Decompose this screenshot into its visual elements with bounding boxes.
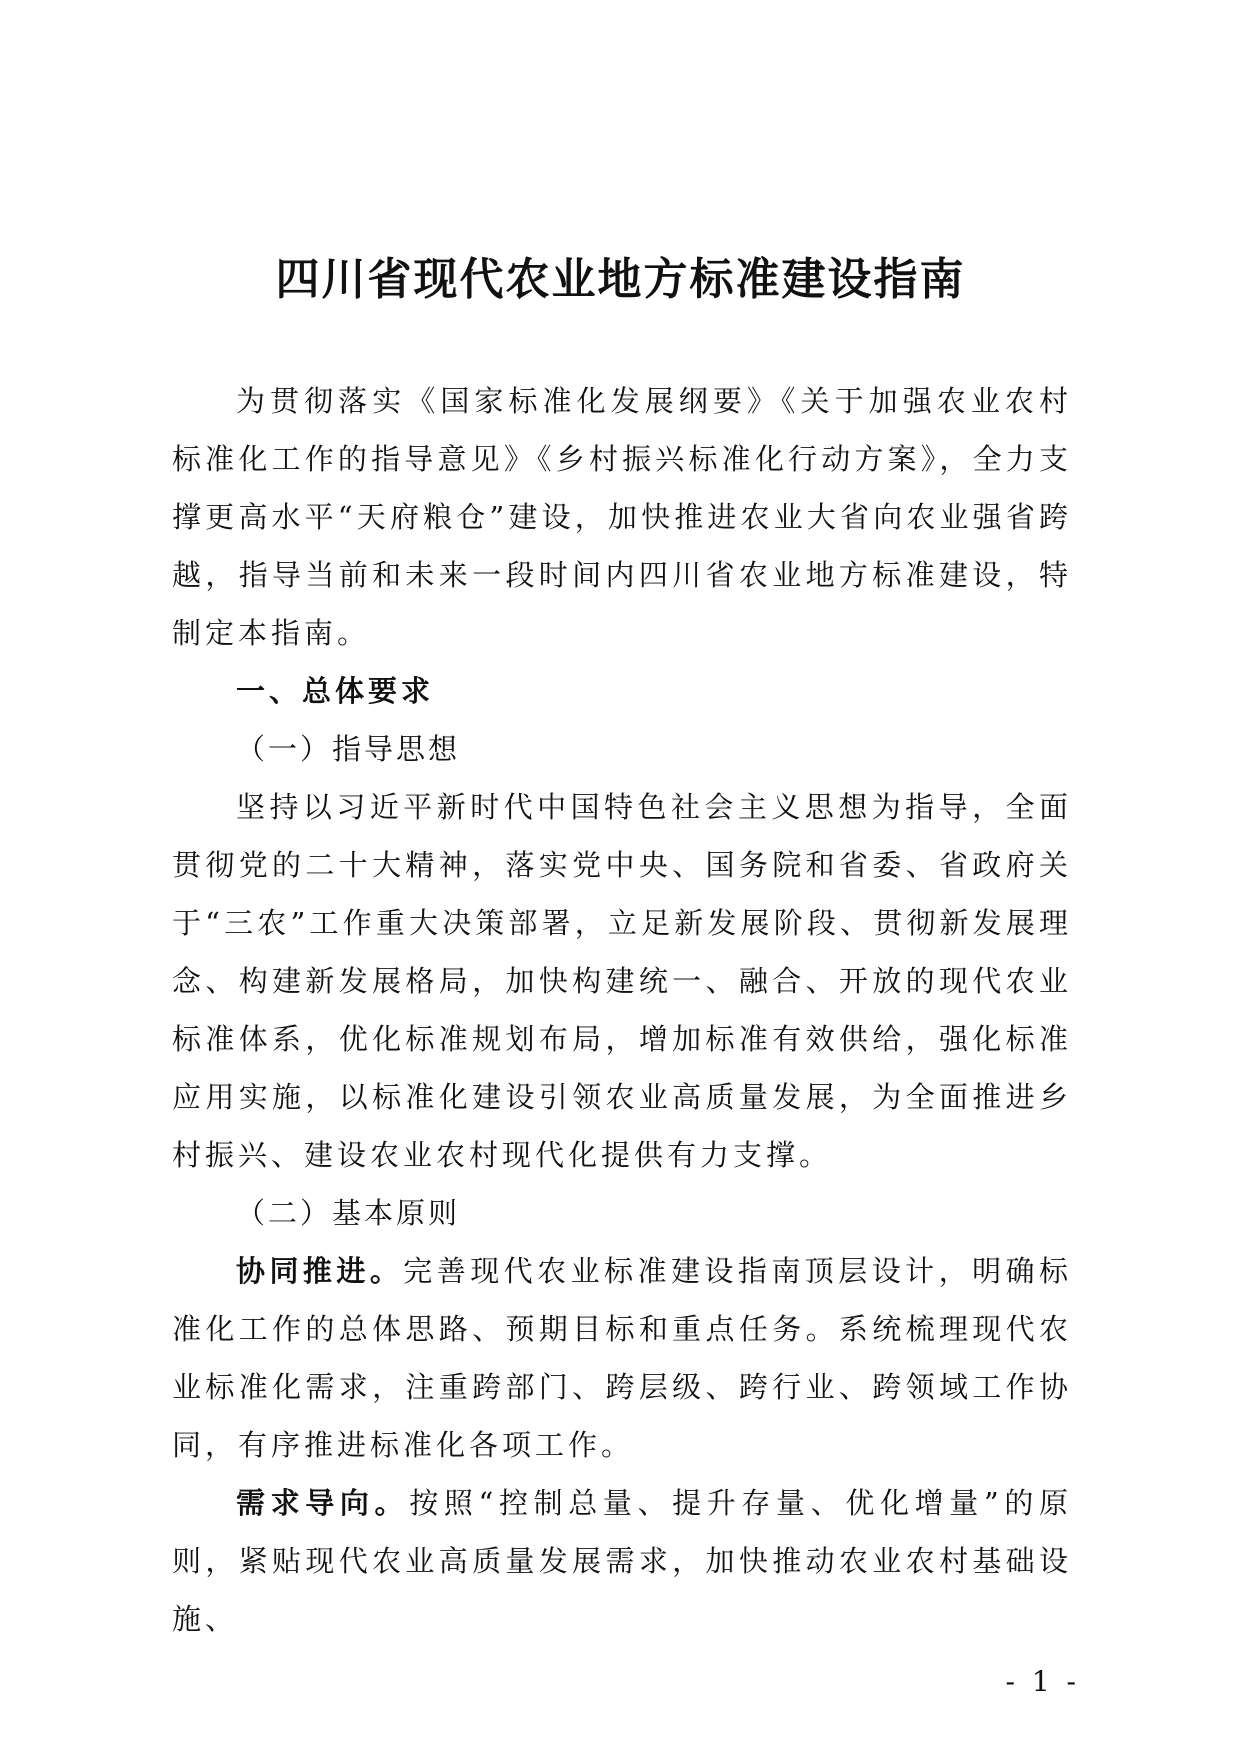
section-heading-general-requirements: 一、总体要求 (236, 674, 435, 708)
principle-coordinated-text: 完善现代农业标准建设指南顶层设计，明确标准化工作的总体思路、预期目标和重点任务。系统梳理现代农业标准化需求，注重跨部门、跨层级、跨行业、跨领域工作协同，有序推进标准化各项工作。 (172, 1254, 1072, 1462)
document-title: 四川省现代农业地方标准建设指南 (275, 254, 966, 305)
intro-paragraph: 为贯彻落实《国家标准化发展纲要》《关于加强农业农村标准化工作的指导意见》《乡村振兴标准化行动方案》，全力支撑更高水平“天府粮仓”建设，加快推进农业大省向农业强省跨越，指导当前和未来一段时间内四川省农业地方标准建设，特制定本指南。 (172, 384, 1072, 650)
page-number: - 1 - (1005, 1665, 1080, 1698)
document-body (172, 372, 1072, 1648)
principle-demand-lead: 需求导向。 (236, 1486, 410, 1520)
subsection-heading-guiding-thought: （一）指导思想 (236, 732, 461, 766)
principle-demand-paragraph (172, 1474, 1072, 1648)
subsection-heading-basic-principles: （二）基本原则 (236, 1196, 461, 1230)
principle-coordinated-lead: 协同推进。 (236, 1254, 404, 1288)
principle-coordinated-paragraph (172, 1242, 1072, 1474)
principle-demand-text: 按照“控制总量、提升存量、优化增量”的原则，紧贴现代农业高质量发展需求，加快推动农业农村基础设施、 (172, 1486, 1072, 1636)
guiding-thought-paragraph: 坚持以习近平新时代中国特色社会主义思想为指导，全面贯彻党的二十大精神，落实党中央、国务院和省委、省政府关于“三农”工作重大决策部署，立足新发展阶段、贯彻新发展理念、构建新发展格局，加快构建统一、融合、开放的现代农业标准体系，优化标准规划布局，增加标准有效供给，强化标准应用实施，以标准化建设引领农业高质量发展，为全面推进乡村振兴、建设农业农村现代化提供有力支撑。 (172, 790, 1072, 1172)
